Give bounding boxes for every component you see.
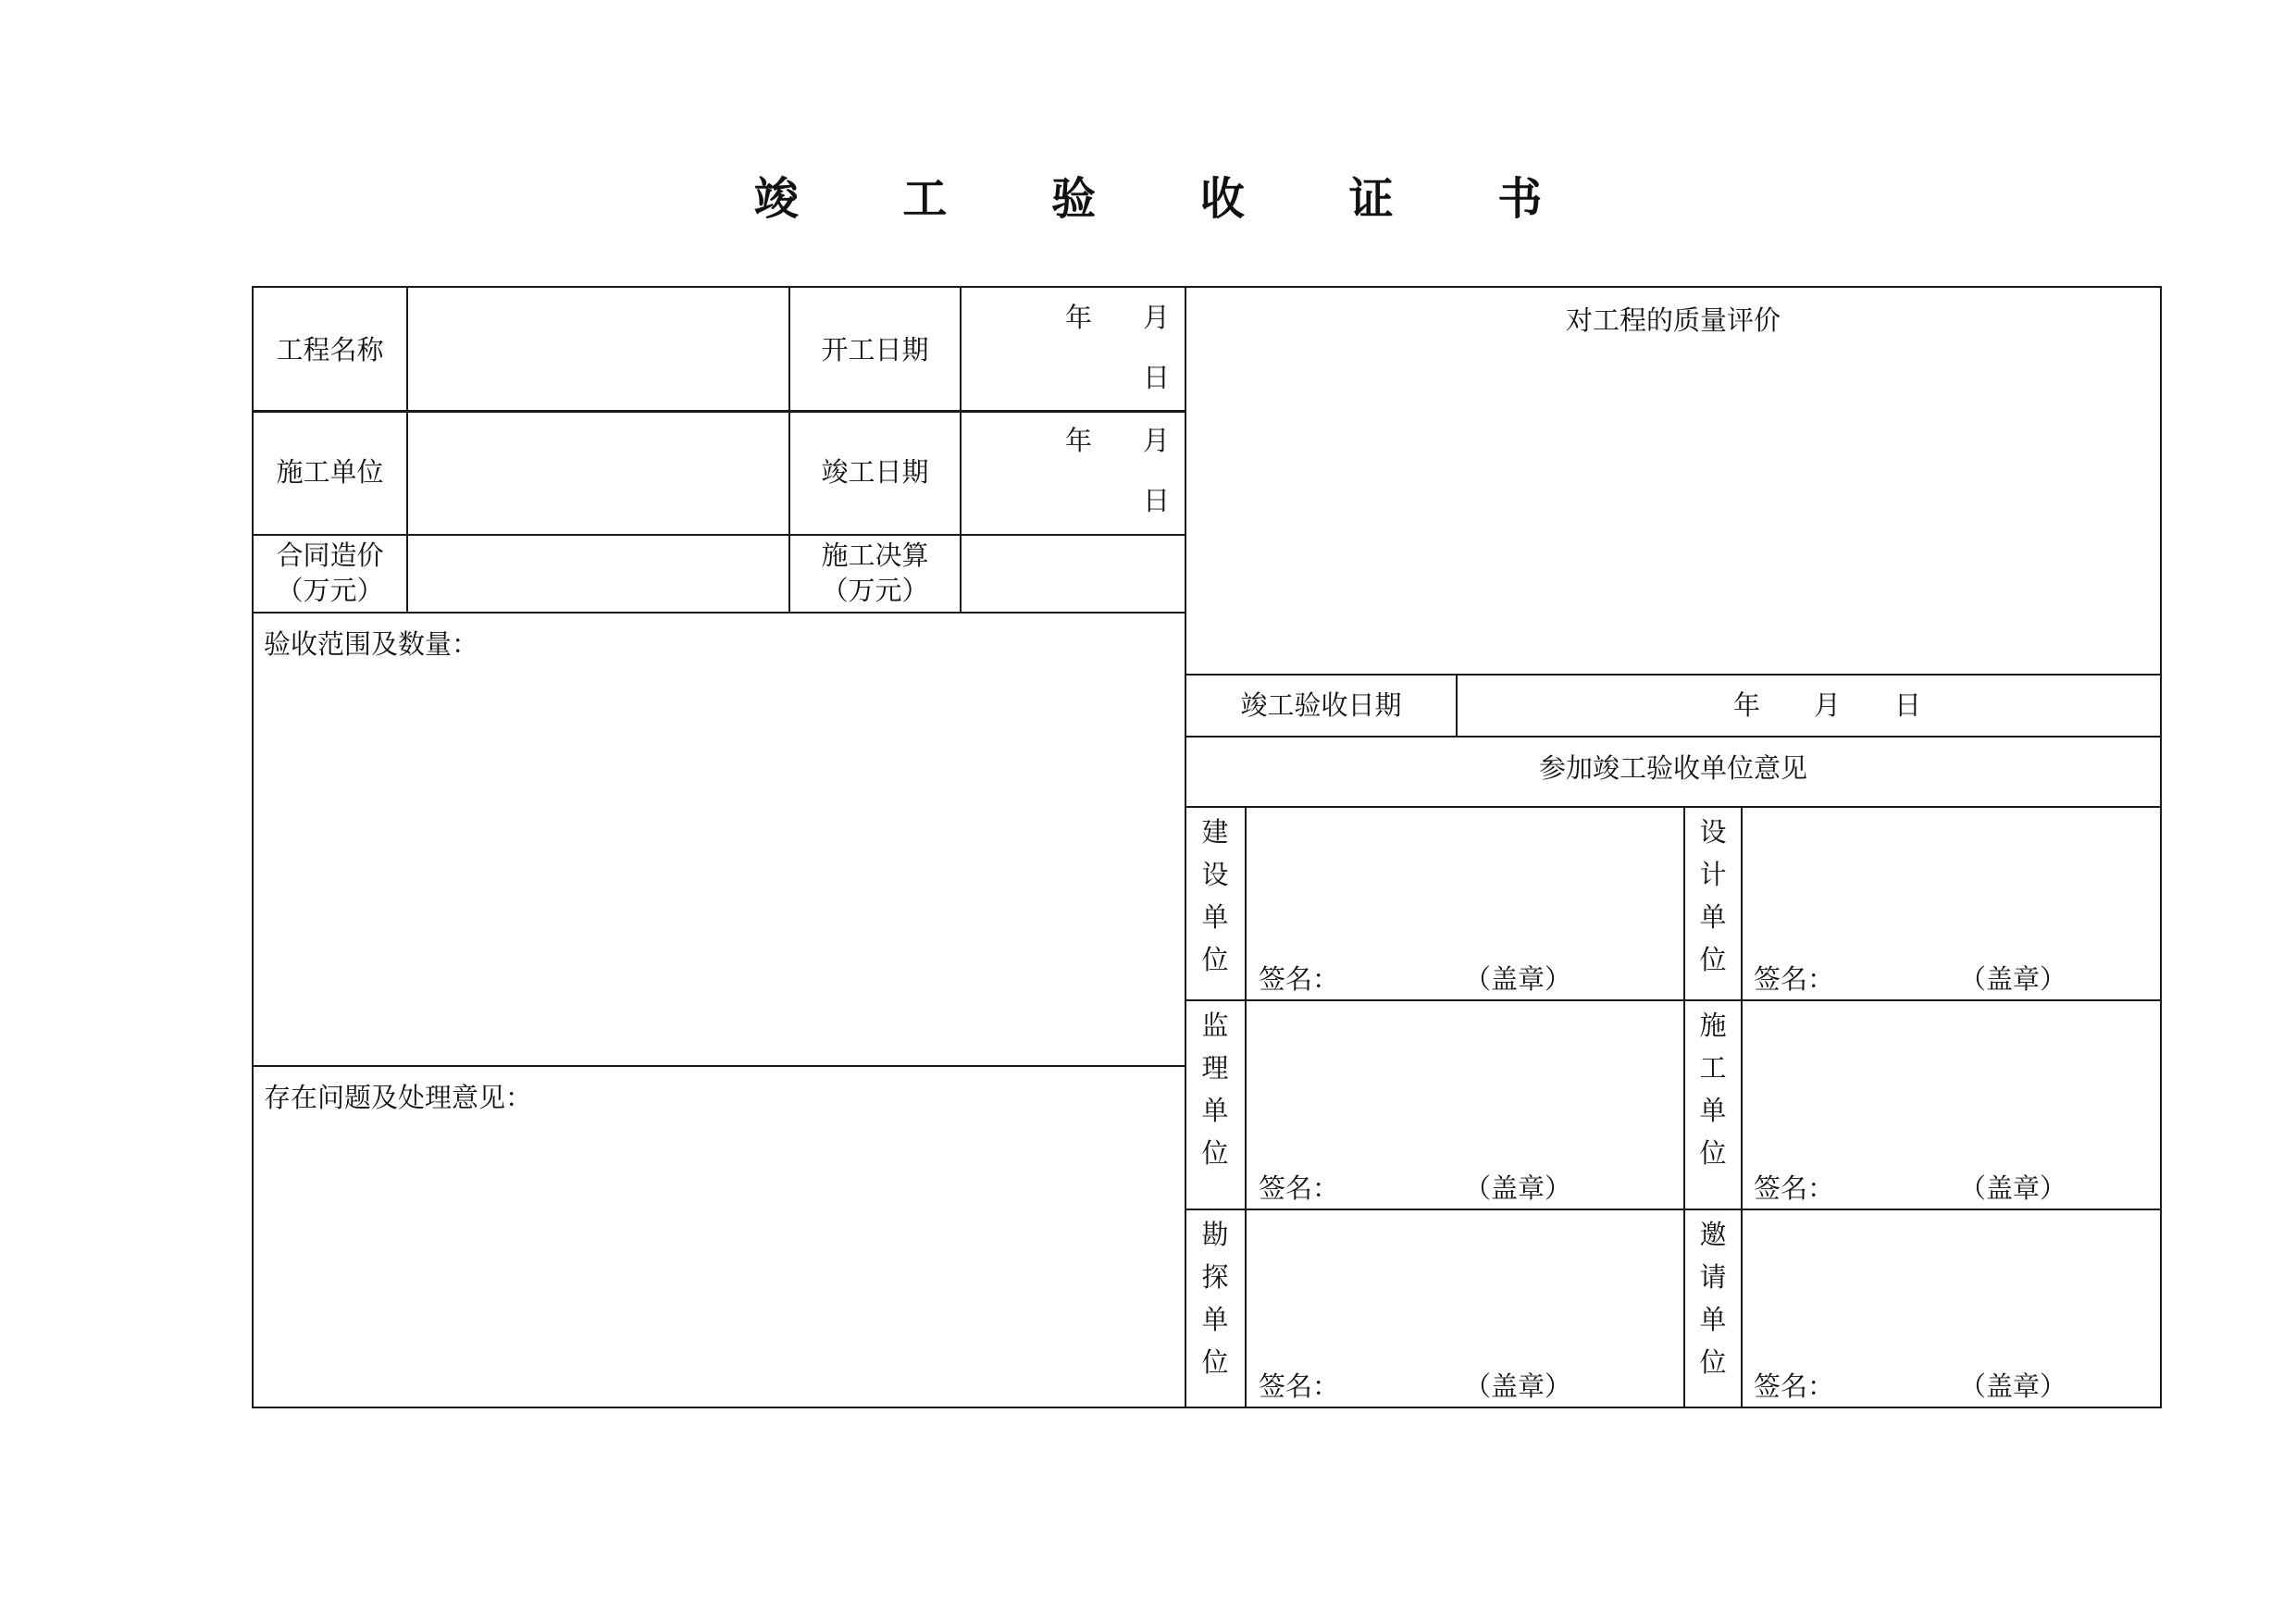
owner-seal-label: （盖章）: [1464, 963, 1572, 995]
surveyor-unit-label: 勘 探 单 位: [1201, 1219, 1229, 1378]
invited-unit-label: 邀 请 单 位: [1699, 1219, 1727, 1378]
start-date-day: 日: [1143, 362, 1171, 393]
settlement-field[interactable]: [962, 536, 1185, 612]
quality-eval-label: 对工程的质量评价: [1565, 304, 1781, 336]
supervisor-opinion-field[interactable]: [1247, 1001, 1683, 1168]
designer-unit-label: 设 计 单 位: [1699, 816, 1727, 975]
acceptance-date-value[interactable]: 年 月 日: [1732, 689, 1921, 721]
surveyor-seal-label: （盖章）: [1464, 1370, 1572, 1402]
builder-opinion-field[interactable]: [1743, 1001, 2160, 1168]
supervisor-sign-label: 签名：: [1259, 1172, 1340, 1204]
builder-unit-label: 施 工 单 位: [1699, 1010, 1727, 1169]
completion-date-day: 日: [1143, 485, 1171, 516]
contractor-field[interactable]: [408, 413, 788, 534]
issues-field[interactable]: [254, 1118, 1185, 1407]
issues-label: 存在问题及处理意见：: [264, 1082, 533, 1113]
owner-unit-label: 建 设 单 位: [1201, 816, 1229, 975]
builder-seal-label: （盖章）: [1959, 1172, 2067, 1204]
owner-sign-label: 签名：: [1259, 963, 1340, 995]
settlement-label: 施工决算: [821, 539, 929, 571]
project-name-field[interactable]: [408, 288, 788, 410]
completion-date-field[interactable]: [962, 413, 1185, 534]
opinions-header: 参加竣工验收单位意见: [1538, 752, 1807, 784]
contractor-label: 施工单位: [276, 456, 384, 488]
completion-date-month: 月: [1143, 425, 1171, 456]
start-date-label: 开工日期: [821, 334, 929, 366]
start-date-month: 月: [1143, 302, 1171, 333]
surveyor-opinion-field[interactable]: [1247, 1210, 1683, 1366]
completion-date-label: 竣工日期: [821, 456, 929, 488]
completion-date-year: 年: [1065, 425, 1093, 456]
scope-field[interactable]: [254, 664, 1185, 1065]
owner-opinion-field[interactable]: [1247, 808, 1683, 956]
designer-opinion-field[interactable]: [1743, 808, 2160, 956]
designer-seal-label: （盖章）: [1959, 963, 2067, 995]
invited-opinion-field[interactable]: [1743, 1210, 2160, 1366]
acceptance-date-label: 竣工验收日期: [1240, 689, 1402, 721]
designer-sign-label: 签名：: [1754, 963, 1835, 995]
builder-sign-label: 签名：: [1754, 1172, 1835, 1204]
page-title: 竣 工 验 收 证 书: [753, 173, 1587, 225]
surveyor-sign-label: 签名：: [1259, 1370, 1340, 1402]
invited-sign-label: 签名：: [1754, 1370, 1835, 1402]
scope-label: 验收范围及数量：: [264, 628, 479, 660]
project-name-label: 工程名称: [276, 334, 384, 366]
start-date-field[interactable]: [962, 288, 1185, 410]
contract-price-unit: （万元）: [276, 575, 384, 606]
supervisor-unit-label: 监 理 单 位: [1201, 1010, 1229, 1169]
settlement-unit: （万元）: [821, 575, 929, 606]
quality-eval-field[interactable]: [1186, 342, 2160, 674]
contract-price-field[interactable]: [408, 536, 788, 612]
supervisor-seal-label: （盖章）: [1464, 1172, 1572, 1204]
invited-seal-label: （盖章）: [1959, 1370, 2067, 1402]
start-date-year: 年: [1065, 302, 1093, 333]
contract-price-label: 合同造价: [276, 539, 384, 571]
